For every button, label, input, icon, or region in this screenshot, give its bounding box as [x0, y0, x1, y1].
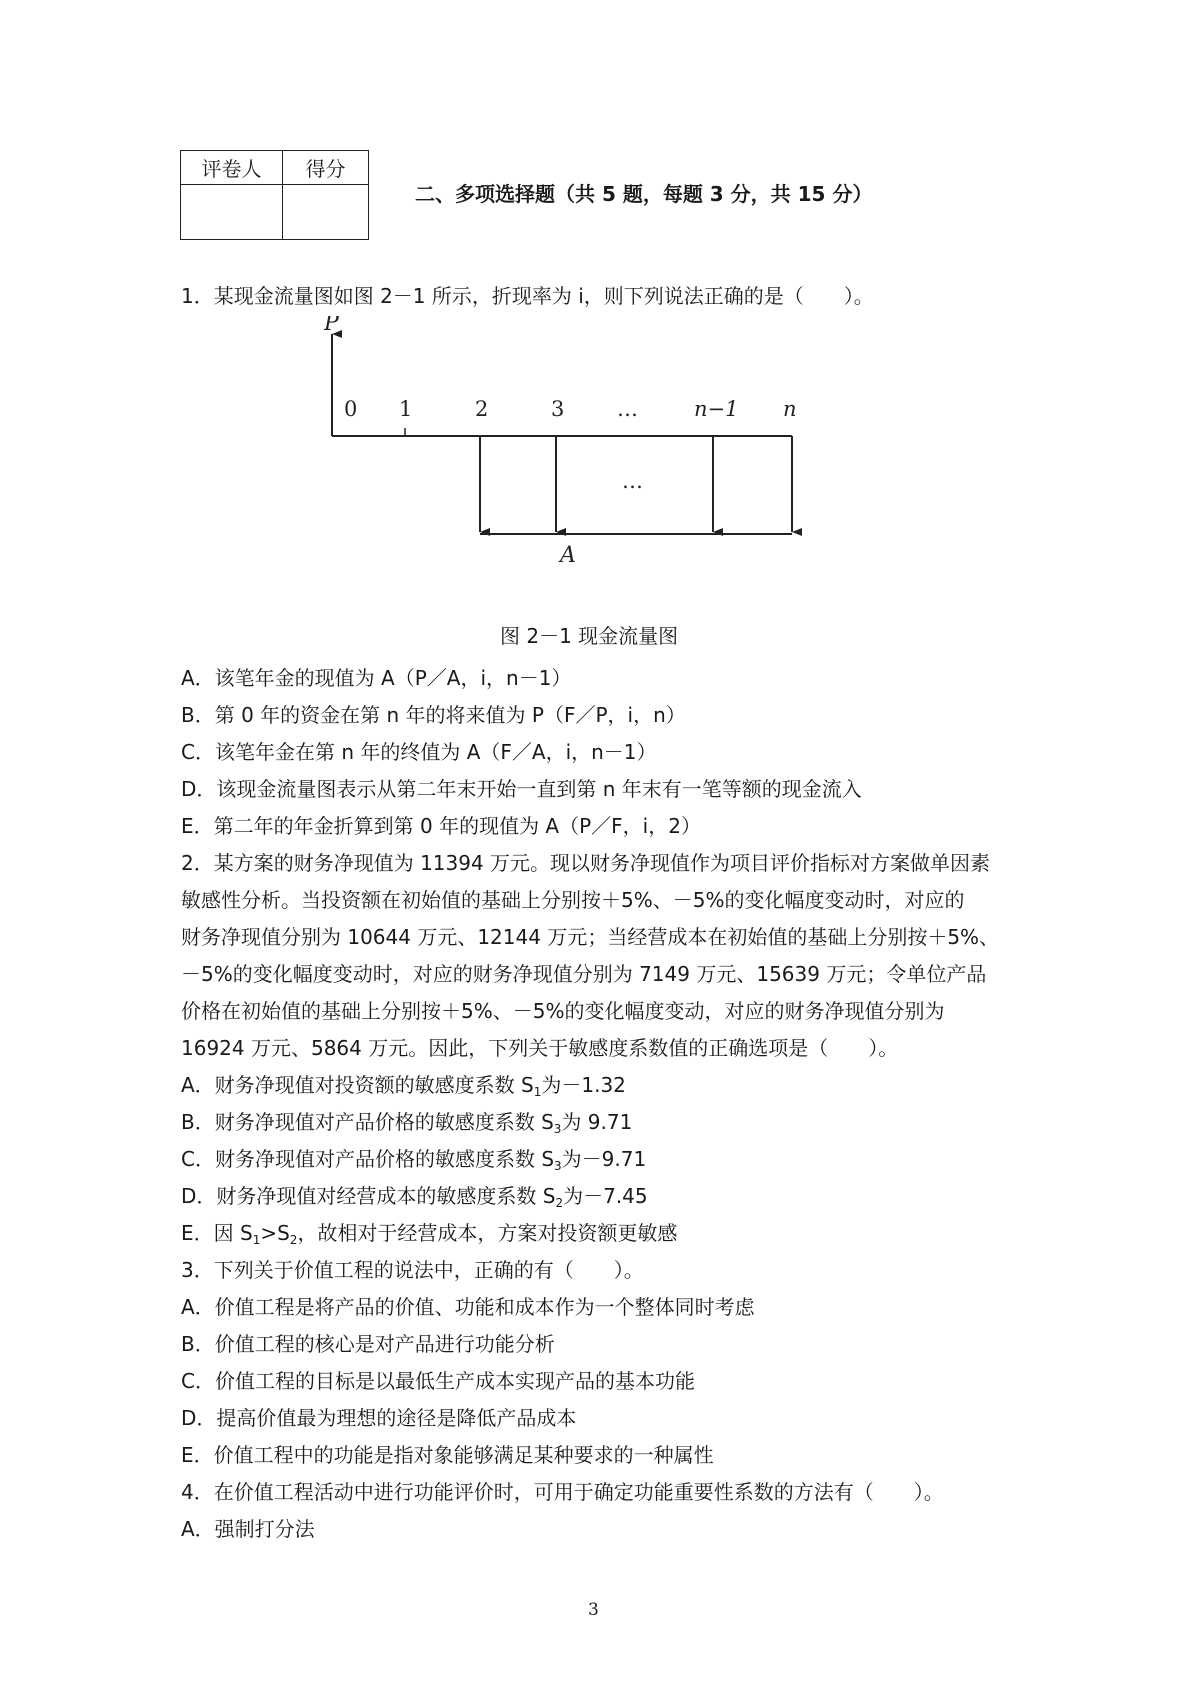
q2-stem-line-1: 2．某方案的财务净现值为 11394 万元。现以财务净现值作为项目评价指标对方案做单因素	[181, 851, 991, 875]
tick-label-3: 3	[551, 397, 565, 421]
q2-a-text: A．财务净现值对投资额的敏感度系数 S	[181, 1073, 534, 1097]
tick-label-n: n	[783, 397, 797, 421]
q4-option-a: A．强制打分法	[181, 1517, 315, 1541]
q3-option-a: A．价值工程是将产品的价值、功能和成本作为一个整体同时考虑	[181, 1295, 755, 1319]
page-number: 3	[588, 1600, 599, 1620]
p-label: P	[324, 316, 339, 336]
q2-stem-line-5: 价格在初始值的基础上分别按＋5%、－5%的变化幅度变动，对应的财务净现值分别为	[181, 999, 945, 1023]
q2-stem-line-4: －5%的变化幅度变动时，对应的财务净现值分别为 7149 万元、15639 万元；令单位产品	[181, 962, 987, 986]
q3-option-b: B．价值工程的核心是对产品进行功能分析	[181, 1332, 555, 1356]
q2-c-sub: 3	[554, 1159, 562, 1173]
q2-d-text: D．财务净现值对经营成本的敏感度系数 S	[181, 1184, 556, 1208]
q2-e-compare: >S	[260, 1221, 290, 1245]
q2-a-sub: 1	[533, 1085, 542, 1099]
score-cell	[283, 185, 369, 240]
q3-option-c: C．价值工程的目标是以最低生产成本实现产品的基本功能	[181, 1369, 695, 1393]
q2-d-value: 为－7.45	[563, 1184, 648, 1208]
score-header: 得分	[283, 151, 369, 185]
q2-option-b	[181, 1108, 632, 1136]
tick-label-n-minus-1: n−1	[694, 397, 739, 421]
q2-d-sub: 2	[555, 1196, 564, 1210]
q1-option-b: B．第 0 年的资金在第 n 年的将来值为 P（F／P，i，n）	[181, 703, 686, 727]
q2-a-value: 为－1.32	[541, 1073, 626, 1097]
q2-option-c	[181, 1145, 646, 1173]
q2-b-text: B．财务净现值对产品价格的敏感度系数 S	[181, 1110, 554, 1134]
q2-option-e	[181, 1219, 677, 1247]
grader-header: 评卷人	[181, 151, 283, 185]
tick-label-0: 0	[344, 397, 358, 421]
tick-label-ellipsis: …	[617, 397, 638, 421]
cash-flow-diagram	[320, 316, 880, 616]
q2-e-sub-2: 2	[289, 1233, 298, 1247]
q1-option-a: A．该笔年金的现值为 A（P／A，i，n－1）	[181, 666, 572, 690]
q1-option-d: D．该现金流量图表示从第二年末开始一直到第 n 年末有一笔等额的现金流入	[181, 777, 862, 801]
q2-stem-line-3: 财务净现值分别为 10644 万元、12144 万元；当经营成本在初始值的基础上分别按＋5%、	[181, 925, 1000, 949]
score-table	[180, 150, 369, 240]
q2-e-rest: ，故相对于经营成本，方案对投资额更敏感	[297, 1221, 678, 1245]
q2-c-text: C．财务净现值对产品价格的敏感度系数 S	[181, 1147, 555, 1171]
q3-stem: 3．下列关于价值工程的说法中，正确的有（ ）。	[181, 1258, 644, 1282]
q2-option-a	[181, 1071, 626, 1099]
cash-flow-svg	[320, 316, 880, 616]
q2-stem-line-2: 敏感性分析。当投资额在初始值的基础上分别按＋5%、－5%的变化幅度变动时，对应的	[181, 888, 965, 912]
q1-stem: 1．某现金流量图如图 2－1 所示，折现率为 i，则下列说法正确的是（ ）。	[181, 284, 874, 308]
a-label: A	[560, 543, 576, 568]
q1-option-c: C．该笔年金在第 n 年的终值为 A（F／A，i，n－1）	[181, 740, 657, 764]
grader-cell	[181, 185, 283, 240]
q2-e-text: E．因 S	[181, 1221, 253, 1245]
q2-stem-line-6: 16924 万元、5864 万元。因此，下列关于敏感度系数值的正确选项是（ ）。	[181, 1036, 899, 1060]
tick-label-1: 1	[399, 397, 413, 421]
mid-ellipsis: …	[622, 469, 643, 493]
q4-stem: 4．在价值工程活动中进行功能评价时，可用于确定功能重要性系数的方法有（ ）。	[181, 1480, 944, 1504]
q2-b-value: 为 9.71	[561, 1110, 633, 1134]
q2-b-sub: 3	[553, 1122, 562, 1136]
q2-e-sub-1: 1	[252, 1233, 261, 1247]
q3-option-e: E．价值工程中的功能是指对象能够满足某种要求的一种属性	[181, 1443, 714, 1467]
section-title: 二、多项选择题（共 5 题，每题 3 分，共 15 分）	[415, 182, 873, 206]
q1-option-e: E．第二年的年金折算到第 0 年的现值为 A（P／F，i，2）	[181, 814, 701, 838]
q2-c-value: 为－9.71	[561, 1147, 647, 1171]
q3-option-d: D．提高价值最为理想的途径是降低产品成本	[181, 1406, 577, 1430]
tick-label-2: 2	[475, 397, 489, 421]
q2-option-d	[181, 1182, 648, 1210]
figure-caption: 图 2－1 现金流量图	[500, 624, 679, 648]
